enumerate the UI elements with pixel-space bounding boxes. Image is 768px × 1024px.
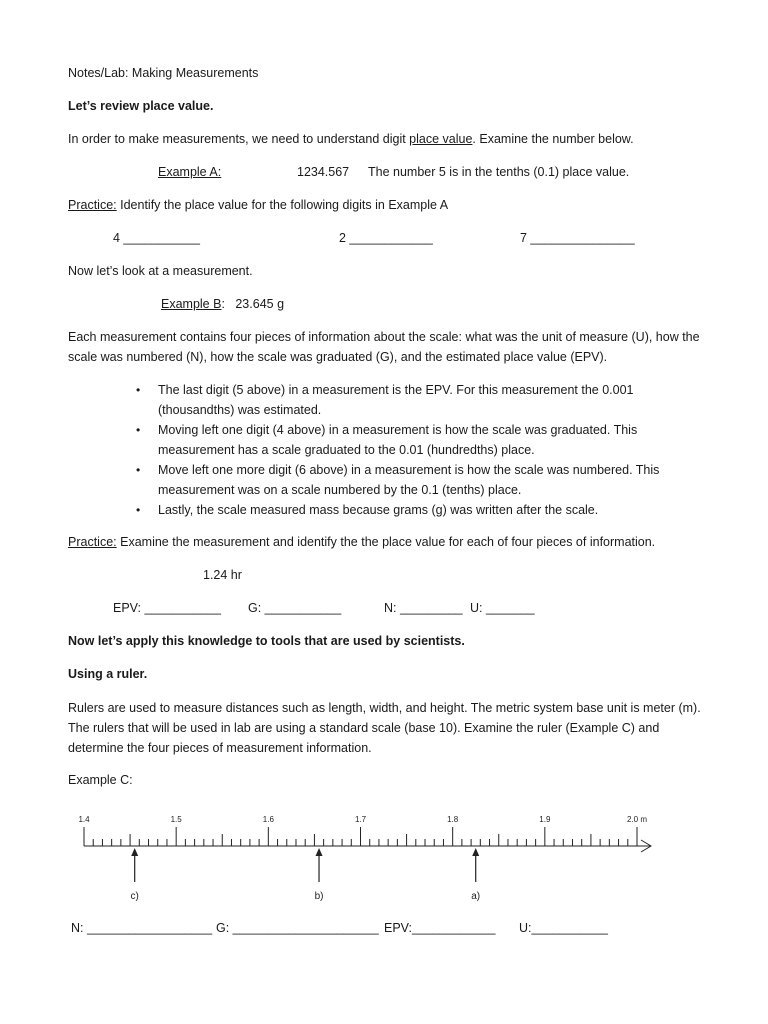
pointer-label: c) [130, 891, 139, 902]
example-b-label: Example B [161, 297, 222, 311]
practice-2-text: Examine the measurement and identify the the place value for each of four pieces of information. [116, 535, 656, 549]
bullet-dot: • [136, 503, 141, 517]
pointer-label: b) [314, 891, 324, 902]
place-value-link: place value [409, 132, 473, 146]
bullet-text: The last digit (5 above) in a measurement is the EPV. For this measurement the 0.001 (thousandths) was estimated. [158, 383, 634, 417]
answer-blank-ruler-u[interactable]: U:___________ [519, 921, 608, 935]
answer-blank-ruler-g[interactable]: G: _____________________ [216, 921, 379, 935]
bullet-text: Move left one more digit (6 above) in a measurement is how the scale was numbered. This measurement was on a scale numbered by the 0.1 (tenths) place. [158, 463, 660, 497]
bullet-dot: • [136, 423, 141, 437]
pointer-arrow-head [472, 848, 479, 856]
ruler-tick-label: 2.0 m [626, 815, 648, 824]
bullet-unit [132, 500, 672, 520]
answer-blank-ruler-n[interactable]: N: __________________ [71, 921, 213, 935]
practice-2-prompt [68, 535, 655, 549]
pointer-label: a) [471, 891, 481, 902]
info-paragraph: Each measurement contains four pieces of information about the scale: what was the unit of measure (U), how the scale was numbered (N), how the scale was graduated (G), and the estimated place value (EPV). [68, 330, 700, 364]
bullet-text: Moving left one digit (4 above) in a measurement is how the scale was graduated. This measurement has a scale graduated to the 0.01 (hundredths) place. [158, 423, 638, 457]
example-c-label: Example C: [68, 773, 133, 787]
ruler-tick-label: 1.7 [354, 815, 367, 824]
example-a-number: 1234.567 [297, 165, 350, 179]
answer-blank-u[interactable]: U: _______ [470, 601, 535, 615]
review-heading: Let’s review place value. [68, 99, 214, 113]
practice-2-value: 1.24 hr [203, 568, 242, 582]
example-a-label: Example A: [158, 165, 222, 179]
bullet-dot: • [136, 463, 141, 477]
ruler-tick-label: 1.5 [170, 815, 182, 824]
ruler-tick-label: 1.8 [447, 815, 459, 824]
pointer-arrow-head [316, 848, 323, 856]
intro-text-before: In order to make measurements, we need to understand digit [68, 132, 410, 146]
measurement-intro: Now let’s look at a measurement. [68, 264, 253, 278]
ruler-heading: Using a ruler. [68, 667, 148, 681]
answer-blank-digit-2[interactable]: 2 ____________ [339, 231, 433, 245]
bullet-text: Lastly, the scale measured mass because grams (g) was written after the scale. [158, 503, 599, 517]
example-b-colon: : [221, 297, 225, 311]
page-title: Notes/Lab: Making Measurements [68, 66, 259, 80]
answer-blank-ruler-epv[interactable]: EPV:____________ [384, 921, 496, 935]
practice-1-text: Identify the place value for the following digits in Example A [116, 198, 449, 212]
practice-2-label: Practice: [68, 535, 117, 549]
ruler-tick-label: 1.6 [262, 815, 274, 824]
bullet-dot: • [136, 383, 141, 397]
ruler-tick-label: 1.9 [539, 815, 551, 824]
ruler-tick-label: 1.4 [78, 815, 90, 824]
apply-heading: Now let’s apply this knowledge to tools that are used by scientists. [68, 634, 465, 648]
bullet-graduated [132, 420, 672, 460]
answer-blank-g[interactable]: G: ___________ [248, 601, 342, 615]
answer-blank-digit-7[interactable]: 7 _______________ [520, 231, 635, 245]
ruler-figure [0, 800, 768, 910]
bullet-numbered [132, 460, 672, 500]
answer-blank-epv[interactable]: EPV: ___________ [113, 601, 221, 615]
practice-1-label: Practice: [68, 198, 117, 212]
example-a-note: The number 5 is in the tenths (0.1) place value. [368, 165, 630, 179]
ruler-paragraph: Rulers are used to measure distances such as length, width, and height. The metric system base unit is meter (m). The rulers that will be used in lab are using a standard scale (base 10). Examine the ruler (Example C) and determine the four pieces of measurement information. [68, 701, 701, 755]
pointer-arrow-head [131, 848, 138, 856]
intro-paragraph [68, 132, 634, 146]
answer-blank-n[interactable]: N: _________ [384, 601, 463, 615]
practice-1-prompt [68, 198, 448, 212]
intro-text-after: . Examine the number below. [472, 132, 634, 146]
bullet-epv [132, 380, 672, 420]
answer-blank-digit-4[interactable]: 4 ___________ [113, 231, 200, 245]
example-b-value: 23.645 g [235, 297, 285, 311]
example-b [161, 297, 284, 311]
info-bullet-list [132, 380, 672, 520]
